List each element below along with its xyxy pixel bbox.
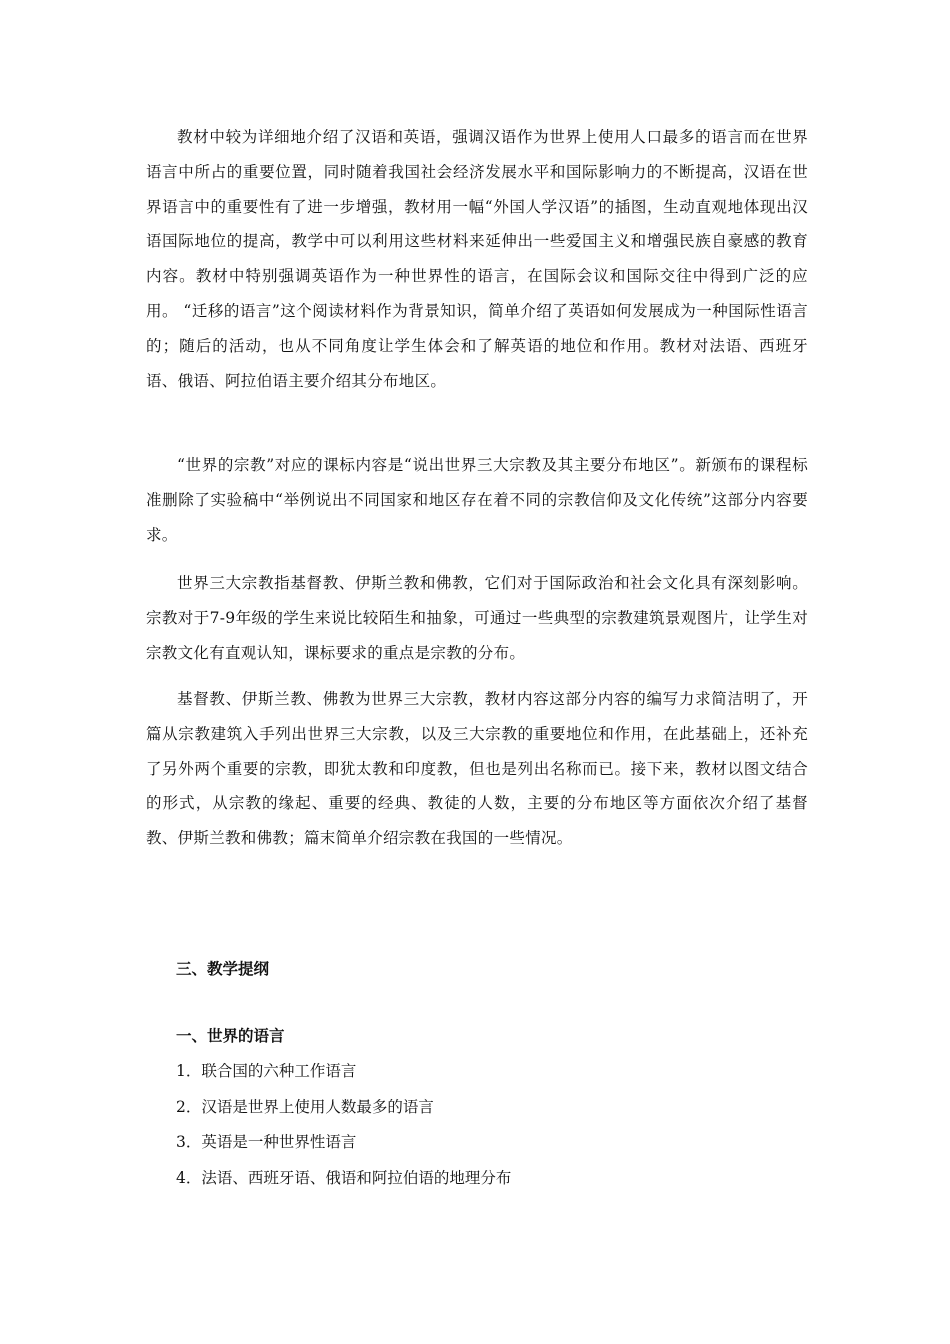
outline-item: 3．英语是一种世界性语言 <box>176 1133 357 1151</box>
section-world-languages-title: 一、世界的语言 <box>176 1026 285 1045</box>
outline-item-list <box>176 1059 511 1201</box>
paragraph-language-intro: 教材中较为详细地介绍了汉语和英语，强调汉语作为世界上使用人口最多的语言而在世界语言中所占的重要位置，同时随着我国社会经济发展水平和国际影响力的不断提高，汉语在世界语言中的重要性有了进一步增强，教材用一幅“外国人学汉语”的插图，生动直观地体现出汉语国际地位的提高，教学中可以利用这些材料来延伸出一些爱国主义和增强民族自豪感的教育内容。教材中特别强调英语作为一种世界性的语言，在国际会议和国际交往中得到广泛的应用。 “迁移的语言”这个阅读材料作为背景知识，简单介绍了英语如何发展成为一种国际性语言的；随后的活动，也从不同角度让学生体会和了解英语的地位和作用。教材对法语、西班牙语、俄语、阿拉伯语主要介绍其分布地区。 <box>146 128 808 390</box>
outline-item: 4．法语、西班牙语、俄语和阿拉伯语的地理分布 <box>176 1168 512 1187</box>
outline-item: 1．联合国的六种工作语言 <box>176 1062 357 1080</box>
teaching-outline-heading: 三、教学提纲 <box>176 959 270 978</box>
outline-item: 2．汉语是世界上使用人数最多的语言 <box>176 1097 434 1116</box>
paragraph-religion-standard: “世界的宗教”对应的课标内容是“说出世界三大宗教及其主要分布地区”。新颁布的课程标准删除了实验稿中“举例说出不同国家和地区存在着不同的宗教信仰及文化传统”这部分内容要求。 <box>146 456 808 544</box>
paragraph-three-religions: 世界三大宗教指基督教、伊斯兰教和佛教，它们对于国际政治和社会文化具有深刻影响。宗教对于7-9年级的学生来说比较陌生和抽象，可通过一些典型的宗教建筑景观图片，让学生对宗教文化有直观认知，课标要求的重点是宗教的分布。 <box>146 574 808 662</box>
paragraph-textbook-content: 基督教、伊斯兰教、佛教为世界三大宗教，教材内容这部分内容的编写力求简洁明了，开篇从宗教建筑入手列出世界三大宗教，以及三大宗教的重要地位和作用，在此基础上，还补充了另外两个重要的宗教，即犹太教和印度教，但也是列出名称而已。接下来，教材以图文结合的形式，从宗教的缘起、重要的经典、教徒的人数，主要的分布地区等方面依次介绍了基督教、伊斯兰教和佛教；篇末简单介绍宗教在我国的一些情况。 <box>146 690 808 848</box>
